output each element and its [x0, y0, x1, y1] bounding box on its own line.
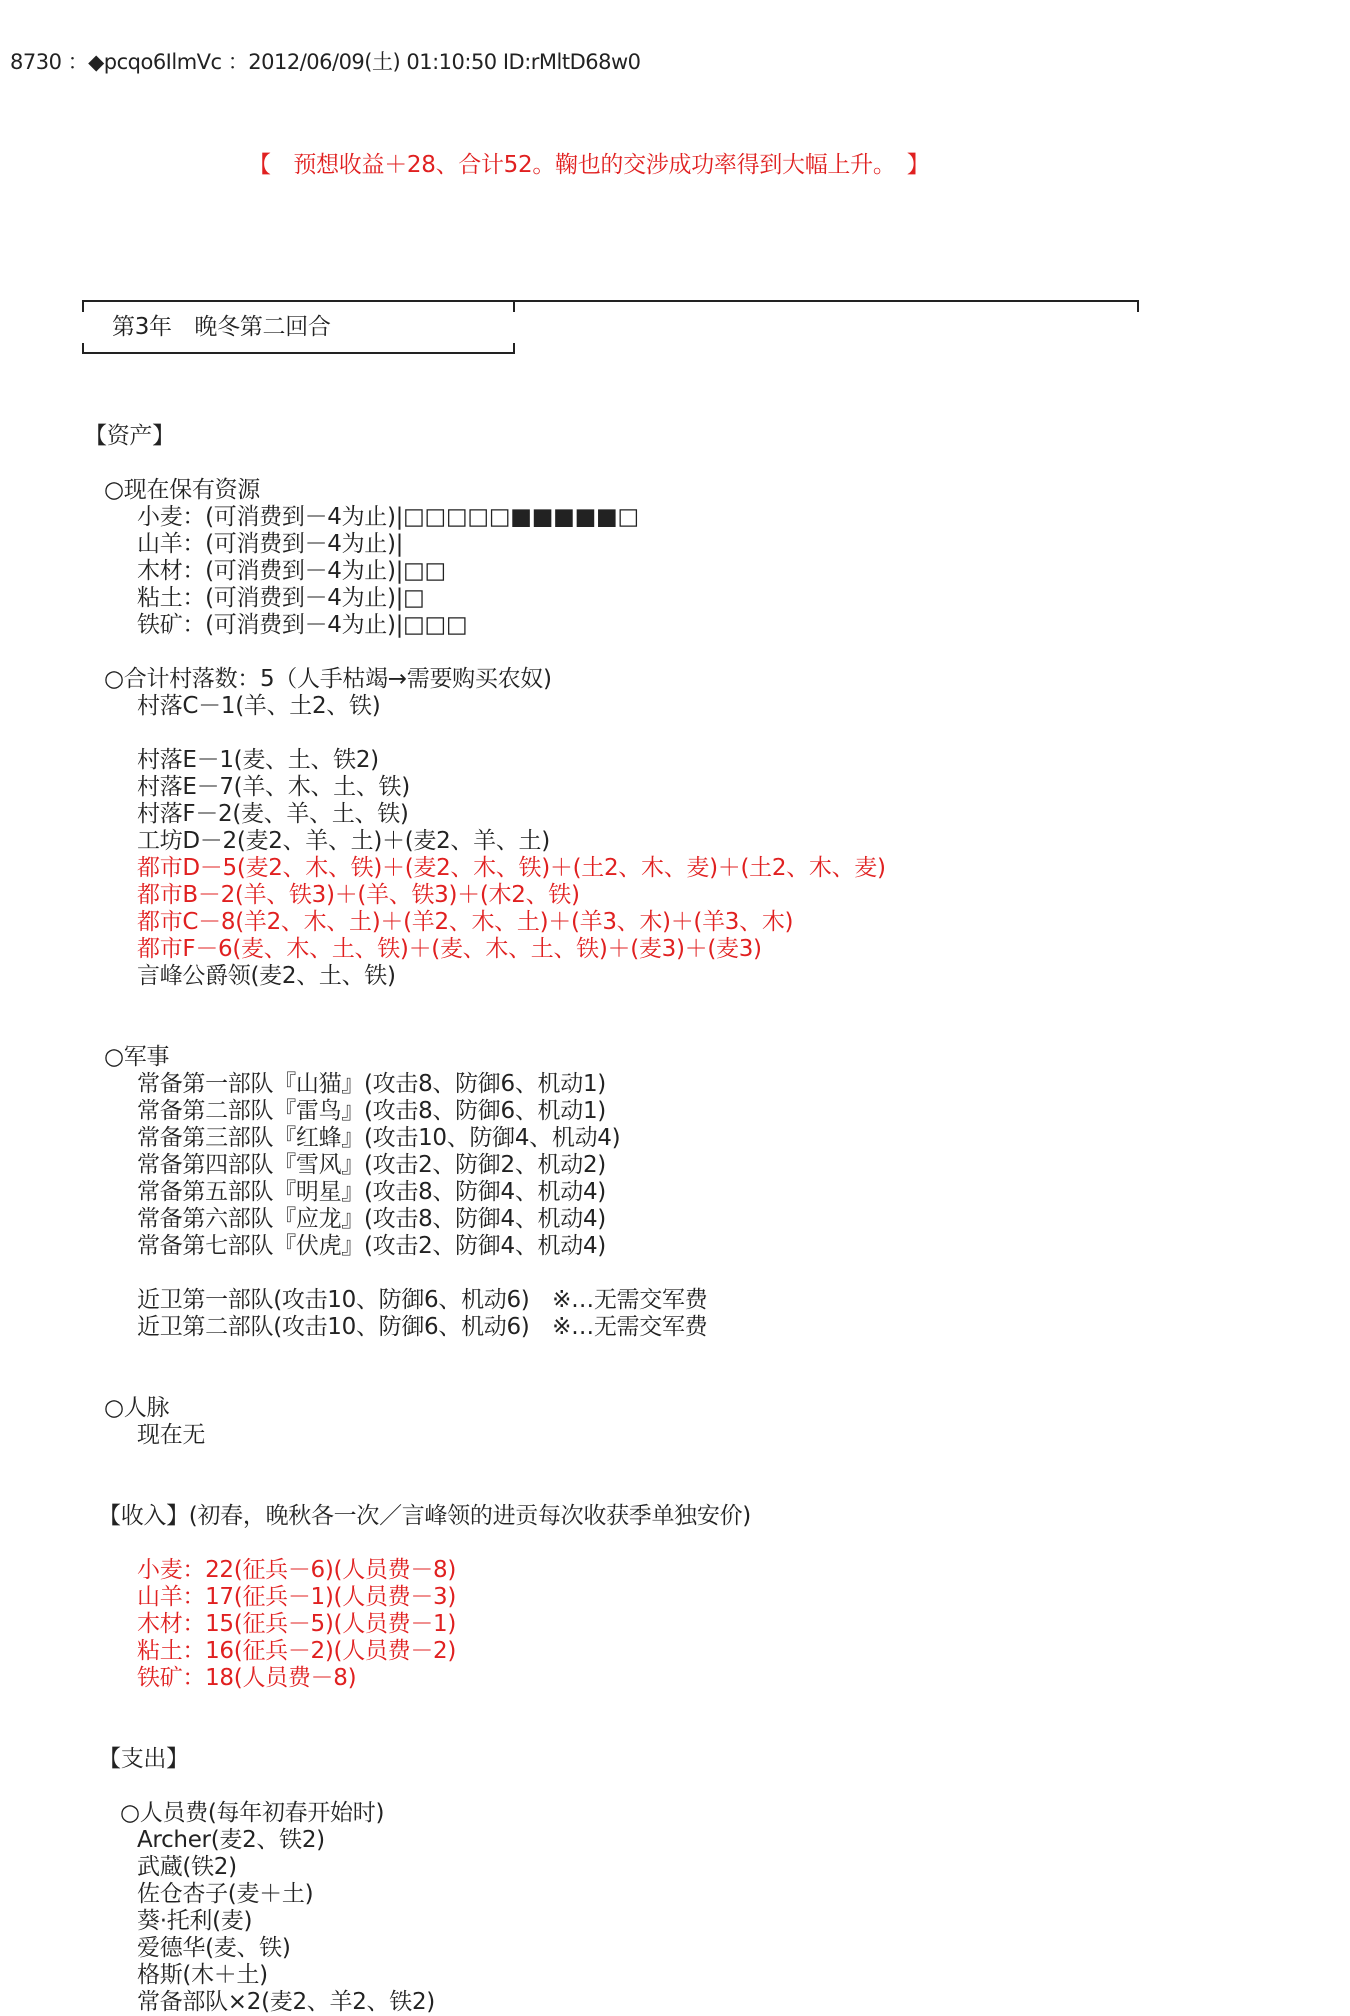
expenses-heading: 【支出】 — [98, 1746, 189, 1772]
personnel-line: 爱德华(麦、铁) — [137, 1935, 291, 1961]
income-line: 木材：15(征兵－5)(人员费－1) — [137, 1611, 457, 1637]
personnel-heading: ○人员费(每年初春开始时) — [120, 1800, 385, 1826]
guard-unit: 近卫第一部队(攻击10、防御6、机动6) ※…无需交军费 — [137, 1287, 708, 1313]
resources-heading: ○现在保有资源 — [104, 477, 260, 503]
regular-unit: 常备第七部队『伏虎』(攻击2、防御4、机动4) — [137, 1233, 606, 1259]
personnel-line: Archer(麦2、铁2) — [137, 1827, 325, 1853]
income-line: 山羊：17(征兵－1)(人员费－3) — [137, 1584, 457, 1610]
personnel-line: 葵·托利(麦) — [137, 1908, 253, 1934]
resource-goat: 山羊：(可消费到－4为止)| — [137, 531, 404, 557]
villages-heading: ○合计村落数：5（人手枯竭→需要购买农奴) — [104, 666, 552, 692]
regular-unit: 常备第三部队『红蜂』(攻击10、防御4、机动4) — [137, 1125, 621, 1151]
regular-unit: 常备第四部队『雪风』(攻击2、防御2、机动2) — [137, 1152, 606, 1178]
income-heading: 【收入】(初春，晚秋各一次／言峰领的进贡每次收获季单独安价) — [98, 1503, 751, 1529]
regular-unit: 常备第二部队『雷鸟』(攻击8、防御6、机动1) — [137, 1098, 606, 1124]
personnel-line: 常备部队×2(麦2、羊2、铁2) — [137, 1989, 435, 2015]
duchy-line: 言峰公爵领(麦2、土、铁) — [137, 963, 396, 989]
resource-clay: 粘土：(可消费到－4为止)|□ — [137, 585, 425, 611]
city-line: 都市C－8(羊2、木、土)＋(羊2、木、土)＋(羊3、木)＋(羊3、木) — [137, 909, 794, 935]
resource-wood: 木材：(可消费到－4为止)|□□ — [137, 558, 446, 584]
regular-unit: 常备第五部队『明星』(攻击8、防御4、机动4) — [137, 1179, 606, 1205]
personnel-line: 格斯(木＋土) — [137, 1962, 268, 1988]
city-line: 都市B－2(羊、铁3)＋(羊、铁3)＋(木2、铁) — [137, 882, 580, 908]
village-line: 村落E－7(羊、木、土、铁) — [137, 774, 410, 800]
regular-unit: 常备第六部队『应龙』(攻击8、防御4、机动4) — [137, 1206, 606, 1232]
regular-unit: 常备第一部队『山猫』(攻击8、防御6、机动1) — [137, 1071, 606, 1097]
income-line: 粘土：16(征兵－2)(人员费－2) — [137, 1638, 457, 1664]
connections-heading: ○人脉 — [104, 1395, 170, 1421]
connections-value: 现在无 — [137, 1422, 206, 1448]
income-line: 小麦：22(征兵－6)(人员费－8) — [137, 1557, 457, 1583]
personnel-line: 武蔵(铁2) — [137, 1854, 237, 1880]
city-line: 都市D－5(麦2、木、铁)＋(麦2、木、铁)＋(土2、木、麦)＋(土2、木、麦) — [137, 855, 886, 881]
income-line: 铁矿：18(人员费－8) — [137, 1665, 357, 1691]
village-line: 村落F－2(麦、羊、土、铁) — [137, 801, 409, 827]
post-header: 8730 ：◆pcqo6IlmVc ：2012/06/09(土) 01:10:50 ID:rMltD68w0 — [10, 50, 641, 74]
announcement: 【 预想收益＋28、合计52。鞠也的交涉成功率得到大幅上升。 】 — [248, 152, 930, 178]
assets-heading: 【资产】 — [84, 423, 175, 449]
city-line: 都市F－6(麦、木、土、铁)＋(麦、木、土、铁)＋(麦3)＋(麦3) — [137, 936, 762, 962]
personnel-line: 佐仓杏子(麦＋土) — [137, 1881, 314, 1907]
guard-unit: 近卫第二部队(攻击10、防御6、机动6) ※…无需交军费 — [137, 1314, 708, 1340]
village-c1: 村落C－1(羊、土2、铁) — [137, 693, 381, 719]
resource-wheat: 小麦：(可消费到－4为止)|□□□□□■■■■■□ — [137, 504, 639, 530]
round-title: 第3年 晚冬第二回合 — [112, 314, 331, 340]
military-heading: ○军事 — [104, 1044, 170, 1070]
village-line: 村落E－1(麦、土、铁2) — [137, 747, 379, 773]
resource-iron: 铁矿：(可消费到－4为止)|□□□ — [137, 612, 468, 638]
workshop-line: 工坊D－2(麦2、羊、土)＋(麦2、羊、土) — [137, 828, 550, 854]
